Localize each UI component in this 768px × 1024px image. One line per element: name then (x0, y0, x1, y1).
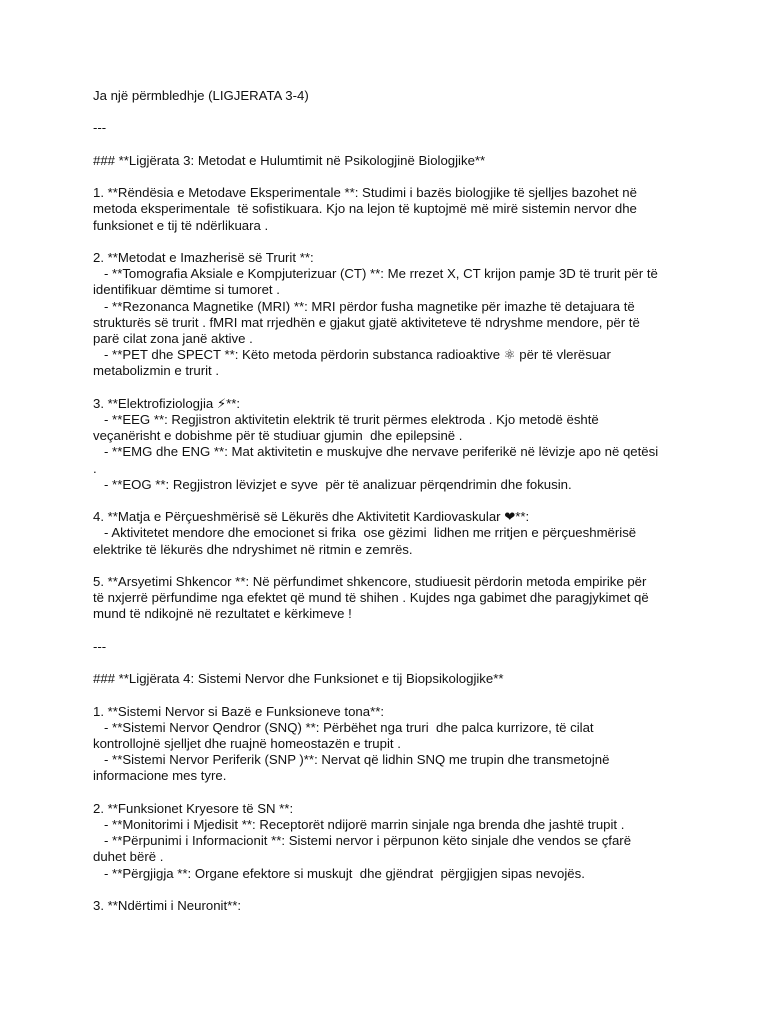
text-line: metoda eksperimentale të sofistikuara. Kjo na lejon të kuptojmë më mirë sistemin nervor dhe (93, 201, 637, 217)
blank-line (93, 655, 673, 671)
text-line: - **EMG dhe ENG 󠁿**: Mat aktivitetin e muskujve dhe nervave periferikë në lëvizje apo në qetësi (93, 444, 659, 460)
text-line: 4. **Matja e Përçueshmërisë së Lëkurës dhe Aktivitetit Kardiovaskular ❤󠁿**: (93, 509, 530, 525)
text-line: - **EOG **: Regjistron lëvizjet e syve 󠁿 për të analizuar përqendrimin dhe fokusin. (93, 476, 572, 492)
text-line: 3. **Elektrofiziologjia ⚡**: (93, 395, 241, 411)
text-line: - **Tomografia Aksiale e Kompjuterizuar (CT) 󠁿**: Me rrezet X, CT krijon pamje 3D të trurit për të (93, 266, 658, 282)
text-line: - **Sistemi Nervor Qendror (SNQ) 󠁿**: Përbëhet nga truri 󠁿 dhe palca kurrizore, të cilat (93, 719, 594, 735)
document-body (93, 88, 673, 914)
text-line: veçanërisht e dobishme për të studiuar gjumin 󠁿 dhe epilepsinë 󠁿. (93, 428, 463, 444)
text-line: informacione mes tyre. (93, 768, 227, 784)
blank-line (93, 558, 673, 574)
text-line: duhet bërë . (93, 849, 164, 865)
text-line: - **Monitorimi i Mjedisit 󠁿**: Receptorët ndijorë marrin sinjale nga brenda dhe jashtë trupit 󠁿󠁿. (93, 816, 625, 832)
text-line: strukturës së trurit 󠁿. fMRI mat rrjedhën e gjakut gjatë aktiviteteve të ndryshme mendore, për të (93, 314, 640, 330)
blank-line (93, 623, 673, 639)
text-line: --- (93, 638, 107, 654)
blank-line (93, 169, 673, 185)
text-line: - **Përpunimi i Informacionit 󠁿**: Sistemi nervor i përpunon këto sinjale dhe vendos se çfarë (93, 833, 632, 849)
blank-line (93, 380, 673, 396)
blank-line (93, 882, 673, 898)
text-line: - Aktivitetet mendore dhe emocionet si frika 󠁿 ose gëzimi 󠁿 lidhen me rritjen e përçueshmërisë (93, 525, 637, 541)
text-line: 5. **Arsyetimi Shkencor 󠁿󠁿**: Në përfundimet shkencore, studiuesit përdorin metoda empirike për (93, 573, 647, 589)
blank-line (93, 104, 673, 120)
text-line: metabolizmin e trurit . (93, 363, 220, 379)
text-line: 󠁿. (93, 460, 97, 476)
text-line: - **EEG 󠁿**: Regjistron aktivitetin elektrik të trurit përmes elektroda . Kjo metodë është (93, 411, 599, 427)
text-line: ### **Ligjërata 3: Metodat e Hulumtimit në Psikologjinë Biologjike** 󠁿󠁿 (93, 152, 489, 168)
text-line: - **Rezonanca Magnetike (MRI) 󠁿󠁿**: MRI përdor fusha magnetike për imazhe të detajuara të (93, 298, 635, 314)
text-line: funksionet e tij të ndërlikuara 󠁿. (93, 217, 269, 233)
text-line: parë cilat zona janë aktive 󠁿. (93, 330, 253, 346)
text-line: kontrollojnë sjelljet dhe ruajnë homeostazën e trupit 󠁿. (93, 735, 401, 751)
blank-line (93, 493, 673, 509)
text-line: identifikuar dëmtime si tumoret 󠁿󠁿. (93, 282, 280, 298)
text-line: të nxjerrë përfundime nga efektet që mund të shihen 󠁿. Kujdes nga gabimet dhe paragjykimet që (93, 590, 649, 606)
text-line: - **Përgjigja 󠁿**: Organe efektore si muskujt dhe gjëndrat 󠁿 përgjigjen sipas nevojës. (93, 865, 585, 881)
text-line: 2. **Funksionet Kryesore të SN 󠁿**: (93, 800, 294, 816)
text-line: 1. **Sistemi Nervor si Bazë e Funksioneve tona**: (93, 703, 384, 719)
text-line: - **Sistemi Nervor Periferik (SNP 󠁿)**: Nervat që lidhin SNQ me trupin dhe transmetojnë (93, 752, 610, 768)
blank-line (93, 785, 673, 801)
text-line: Ja një përmbledhje (LIGJERATA 3-4) (93, 88, 309, 103)
text-line: mund të ndikojnë në rezultatet e kërkimeve 󠁿! (93, 606, 352, 622)
text-line: 2. **Metodat e Imazherisë së Trurit **: (93, 249, 314, 265)
text-line: - **PET dhe SPECT 󠁿**: Këto metoda përdorin substanca radioaktive ⚛ për të vlerësuar (93, 347, 611, 363)
text-line: --- (93, 120, 107, 136)
blank-line (93, 234, 673, 250)
text-line: 1. **Rëndësia e Metodave Eksperimentale 󠁿**: Studimi i bazës biologjike të sjelljes bazohet në (93, 185, 637, 201)
text-line: ### **Ligjërata 4: Sistemi Nervor dhe Funksionet e tij Biopsikologjike** 󠁿󠁿 (93, 671, 508, 687)
blank-line (93, 137, 673, 153)
blank-line (93, 687, 673, 703)
text-line: elektrike të lëkurës dhe ndryshimet në ritmin e zemrës. (93, 541, 413, 557)
text-line: 3. **Ndërtimi i Neuronit**: (93, 897, 242, 913)
